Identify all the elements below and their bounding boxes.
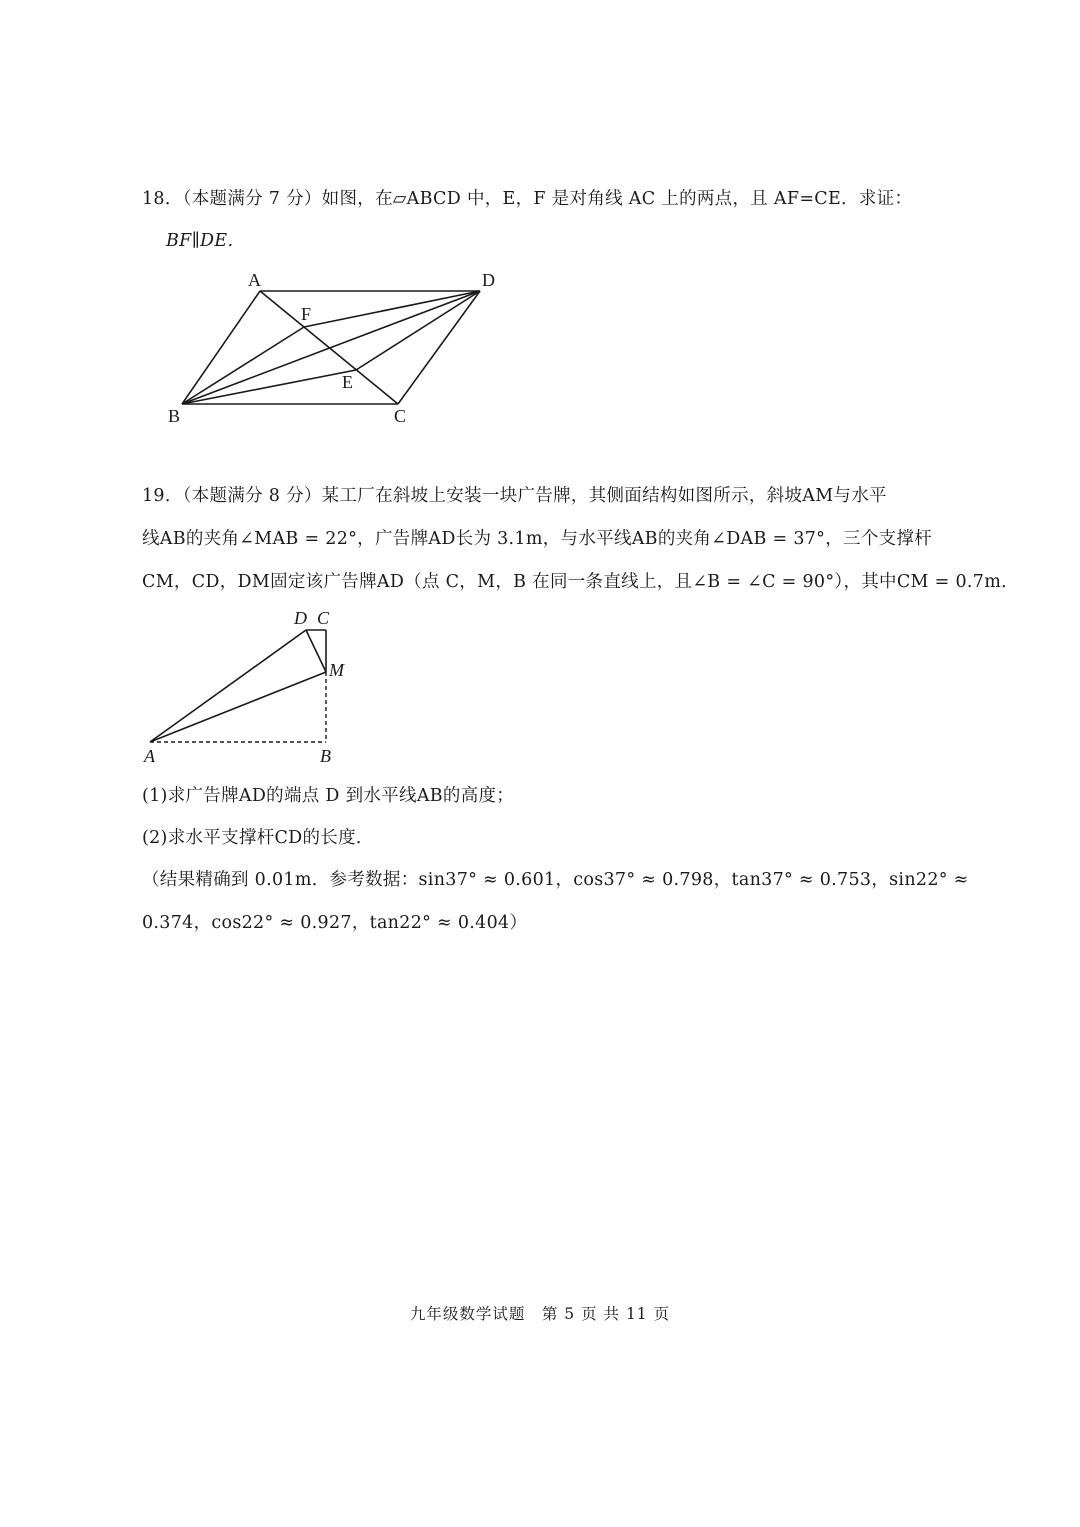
q18-text-line1: 18．（本题满分 7 分）如图，在▱ABCD 中，E，F 是对角线 AC 上的两点，且 AF=CE．求证： xyxy=(142,189,913,209)
label-c: C xyxy=(317,608,330,628)
label-a: A xyxy=(144,746,155,766)
segment-fd xyxy=(304,291,480,327)
q19-text-line2: 线AB的夹角∠MAB = 22°，广告牌AD长为 3.1m，与水平线AB的夹角∠DAB = 37°，三个支撑杆 xyxy=(142,529,933,549)
label-b: B xyxy=(320,746,331,766)
segment-ad xyxy=(150,630,306,742)
segment-dc xyxy=(398,291,480,404)
q19-note-line1: （结果精确到 0.01m．参考数据：sin37° ≈ 0.601，cos37° ≈ 0.798，tan37° ≈ 0.753，sin22° ≈ xyxy=(142,870,969,890)
segment-ba xyxy=(182,291,260,404)
q19-note-line2: 0.374，cos22° ≈ 0.927，tan22° ≈ 0.404） xyxy=(142,913,528,933)
page-footer: 九年级数学试题 第 5 页 共 11 页 xyxy=(409,1305,671,1323)
label-m: M xyxy=(329,660,344,680)
q19-sub2: (2)求水平支撑杆CD的长度． xyxy=(142,828,374,848)
label-e: E xyxy=(342,372,353,392)
q19-billboard-figure xyxy=(140,604,360,770)
q18-text-line2: BF∥DE． xyxy=(166,231,246,251)
segment-bd xyxy=(182,291,480,404)
label-b: B xyxy=(168,406,181,426)
q19-text-line1: 19．（本题满分 8 分）某工厂在斜坡上安装一块广告牌，其侧面结构如图所示，斜坡AM与水平 xyxy=(142,486,887,506)
q19-text-line3: CM，CD，DM固定该广告牌AD（点 C，M，B 在同一条直线上，且∠B = ∠C = 90°），其中CM = 0.7m． xyxy=(142,572,1019,592)
label-f: F xyxy=(301,304,312,324)
label-a: A xyxy=(248,270,261,290)
q19-sub1: (1)求广告牌AD的端点 D 到水平线AB的高度； xyxy=(142,786,515,806)
segment-dm xyxy=(306,630,326,672)
label-d: D xyxy=(482,270,495,290)
label-c: C xyxy=(394,406,407,426)
q18-parallelogram-figure xyxy=(160,268,500,428)
label-d: D xyxy=(294,608,307,628)
segment-am xyxy=(150,672,326,742)
